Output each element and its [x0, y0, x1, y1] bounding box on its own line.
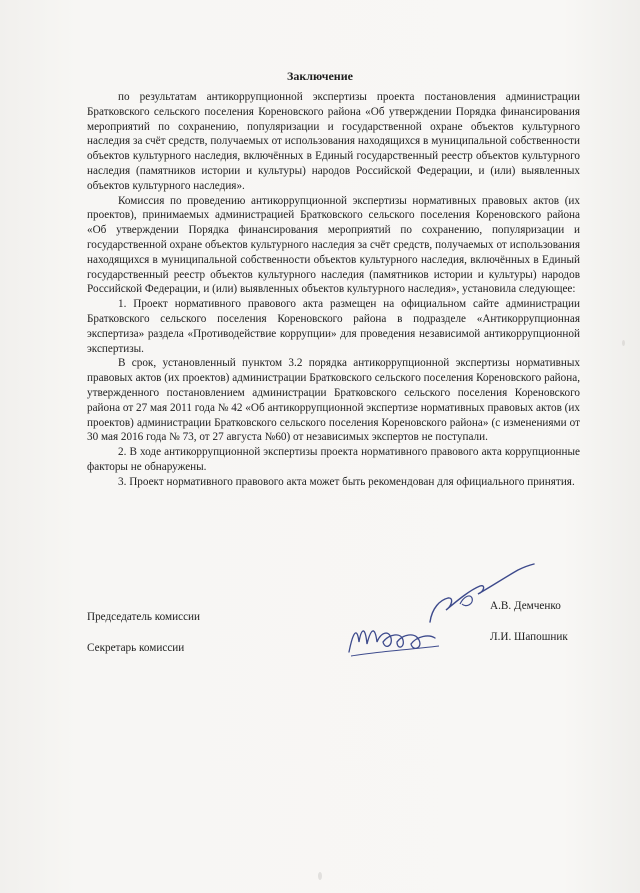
paragraph-commission: Комиссия по проведению антикоррупционной экспертизы нормативных правовых актов (их проектов), принимаемых администрацией Братковского сельского поселения Кореновского района «Об утверждении Порядка финансирования мероприятий по сохранению, популяризации и государственной охране объектов культурного наследия за счёт средств, получаемых от использования находящихся в муниципальной собственности объектов культурного наследия, включённых в Единый государственный реестр объектов культурного наследия (памятников истории и культуры) народов Российской Федерации, и (или) выявленных объектов культурного наследия», установила следующее: [87, 194, 580, 296]
document-body [87, 90, 580, 490]
chair-name: А.В. Демченко [490, 600, 561, 612]
paragraph-deadline: В срок, установленный пунктом 3.2 порядка антикоррупционной экспертизы нормативных правовых актов (их проектов) администрации Братковского сельского поселения Кореновского района, утвержденного постановлением администрации Братковского сельского поселения Кореновского района от 27 мая 2011 года № 42 «Об антикоррупционной экспертизе нормативных правовых актов (их проектов) администрации Братковского сельского поселения Кореновского района» (с изменениями от 30 мая 2016 года № 73, от 27 августа №60) от независимых экспертов не поступали. [87, 357, 580, 444]
paragraph-item-1: 1. Проект нормативного правового акта размещен на официальном сайте администрации Братковского сельского поселения Кореновского района в подразделе «Антикоррупционная экспертиза» раздела «Противодействие коррупции» для проведения независимой антикоррупционной экспертизы. [87, 298, 580, 355]
chair-label: Председатель комиссии [87, 611, 201, 623]
secretary-signature [345, 612, 445, 662]
intro-paragraph: по результатам антикоррупционной экспертизы проекта постановления администрации Братковского сельского поселения Кореновского района «Об утверждении Порядка финансирования мероприятий по сохранению, популяризации и государственной охране объектов культурного наследия за счёт средств, получаемых от использования находящихся в муниципальной собственности объектов культурного наследия, включённых в Единый государственный реестр объектов культурного наследия (памятников истории и культуры) народов Российской Федерации, и (или) выявленных объектов культурного наследия». [87, 91, 580, 192]
paragraph-item-3: 3. Проект нормативного правового акта может быть рекомендован для официального принятия. [118, 475, 575, 488]
secretary-name: Л.И. Шапошник [490, 631, 568, 643]
scan-mark [318, 872, 322, 880]
scan-mark [622, 340, 625, 346]
secretary-label: Секретарь комиссии [87, 642, 185, 654]
paragraph-item-2: 2. В ходе антикоррупционной экспертизы проекта нормативного правового акта коррупционные факторы не обнаружены. [87, 446, 580, 473]
document-title: Заключение [287, 69, 353, 83]
